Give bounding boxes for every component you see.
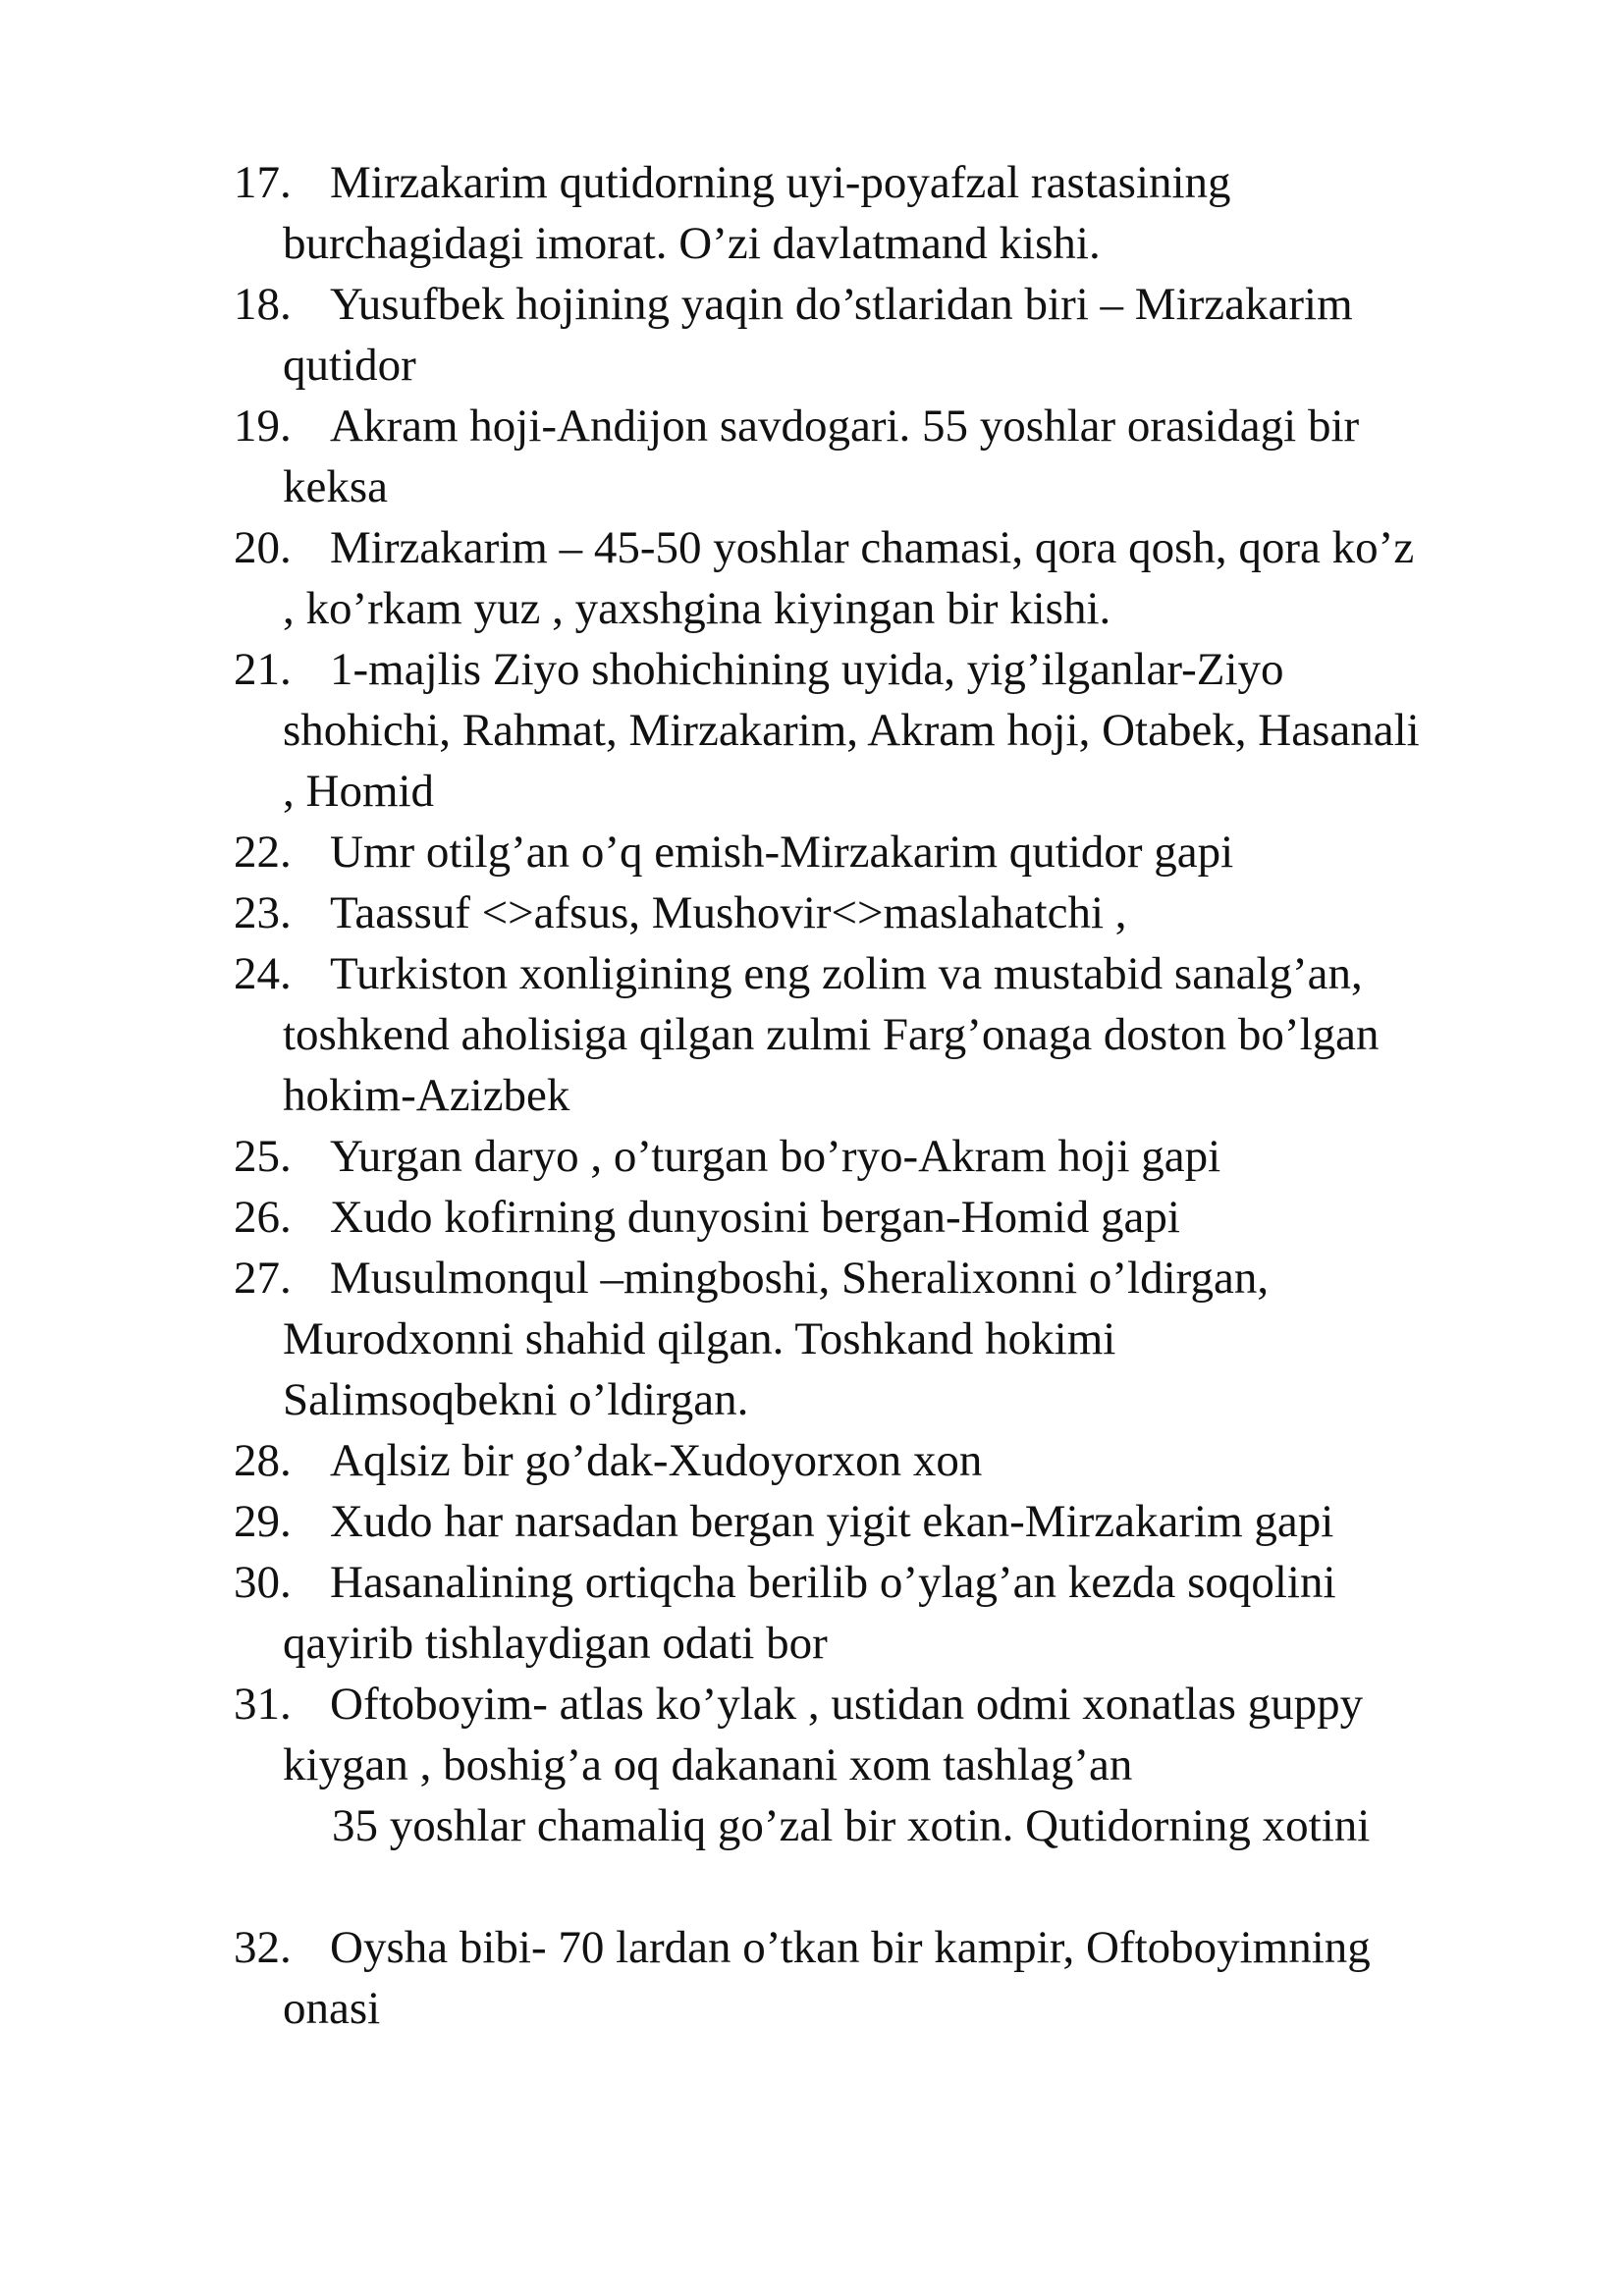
blank-line (283, 1856, 1540, 1917)
item-text-line: Umr otilg’an o’q emish-Mirzakarim qutidor gapi (330, 827, 1234, 878)
item-number: 29. (234, 1496, 292, 1547)
item-number: 30. (234, 1557, 292, 1608)
item-text-line: toshkend aholisiga qilgan zulmi Farg’onaga doston bo’lgan (283, 1009, 1380, 1060)
item-number: 20. (234, 522, 292, 573)
list-item-20 (234, 517, 1540, 639)
item-text-line: Oysha bibi- 70 lardan o’tkan bir kampir, Oftoboyimning (330, 1922, 1371, 1973)
list-item-26 (234, 1187, 1540, 1248)
item-text-line: Musulmonqul –mingboshi, Sheralixonni o’ldirgan, (330, 1253, 1270, 1304)
item-number: 19. (234, 400, 292, 452)
item-text-line: Akram hoji-Andijon savdogari. 55 yoshlar orasidagi bir (330, 400, 1360, 452)
numbered-list (234, 152, 1540, 2039)
item-number: 31. (234, 1679, 292, 1730)
list-item-18 (234, 274, 1540, 396)
item-number: 22. (234, 827, 292, 878)
item-text-line: onasi (283, 1983, 381, 2034)
list-item-30 (234, 1552, 1540, 1674)
item-number: 17. (234, 157, 292, 208)
list-item-19 (234, 396, 1540, 517)
item-number: 32. (234, 1922, 292, 1973)
item-text-line: Murodxonni shahid qilgan. Toshkand hokimi (283, 1313, 1116, 1364)
item-number: 18. (234, 279, 292, 330)
item-text-line: Xudo har narsadan bergan yigit ekan-Mirzakarim gapi (330, 1496, 1334, 1547)
item-text-line: hokim-Azizbek (283, 1070, 570, 1121)
list-item-22 (234, 822, 1540, 882)
item-text-line: Oftoboyim- atlas ko’ylak , ustidan odmi xonatlas guppy (330, 1679, 1364, 1730)
item-number: 21. (234, 644, 292, 695)
list-item-21 (234, 639, 1540, 822)
item-text-line: qayirib tishlaydigan odati bor (283, 1618, 828, 1669)
item-text-line: , Homid (283, 766, 435, 817)
item-number: 26. (234, 1192, 292, 1243)
item-number: 24. (234, 948, 292, 999)
item-text-line: kiygan , boshig’a oq dakanani xom tashlag’an (283, 1739, 1133, 1790)
item-text-line: Mirzakarim – 45-50 yoshlar chamasi, qora qosh, qora ko’z (330, 522, 1415, 573)
list-item-32 (234, 1917, 1540, 2039)
item-text-line: qutidor (283, 340, 416, 391)
list-item-24 (234, 943, 1540, 1126)
item-text-line: burchagidagi imorat. O’zi davlatmand kishi. (283, 218, 1101, 269)
item-text-line: shohichi, Rahmat, Mirzakarim, Akram hoji, Otabek, Hasanali (283, 705, 1420, 756)
list-item-28 (234, 1430, 1540, 1491)
item-number: 25. (234, 1131, 292, 1182)
item-text-line: Xudo kofirning dunyosini bergan-Homid gapi (330, 1192, 1180, 1243)
item-number: 27. (234, 1253, 292, 1304)
item-text-line: keksa (283, 461, 389, 512)
item-text-line: Aqlsiz bir go’dak-Xudoyorxon xon (330, 1435, 983, 1486)
item-text-line: 1-majlis Ziyo shohichining uyida, yig’ilganlar-Ziyo (330, 644, 1284, 695)
list-item-25 (234, 1126, 1540, 1187)
item-text-line: Hasanalining ortiqcha berilib o’ylag’an kezda soqolini (330, 1557, 1336, 1608)
item-text-line: Turkiston xonligining eng zolim va mustabid sanalg’an, (330, 948, 1363, 999)
list-item-31 (234, 1674, 1540, 1917)
item-text-line: Salimsoqbekni o’ldirgan. (283, 1374, 749, 1425)
list-item-29 (234, 1491, 1540, 1552)
item-number: 23. (234, 887, 292, 938)
item-text-line-indented: 35 yoshlar chamaliq go’zal bir xotin. Qutidorning xotini (332, 1800, 1371, 1851)
item-text-line: Yurgan daryo , o’turgan bo’ryo-Akram hoji gapi (330, 1131, 1221, 1182)
item-text-line: Taassuf <>afsus, Mushovir<>maslahatchi , (330, 887, 1127, 938)
item-text-line: Yusufbek hojining yaqin do’stlaridan biri – Mirzakarim (330, 279, 1353, 330)
list-item-23 (234, 882, 1540, 943)
item-text-line: , ko’rkam yuz , yaxshgina kiyingan bir kishi. (283, 583, 1111, 634)
item-text-line: Mirzakarim qutidorning uyi-poyafzal rastasining (330, 157, 1231, 208)
item-number: 28. (234, 1435, 292, 1486)
list-item-17 (234, 152, 1540, 274)
list-item-27 (234, 1248, 1540, 1430)
